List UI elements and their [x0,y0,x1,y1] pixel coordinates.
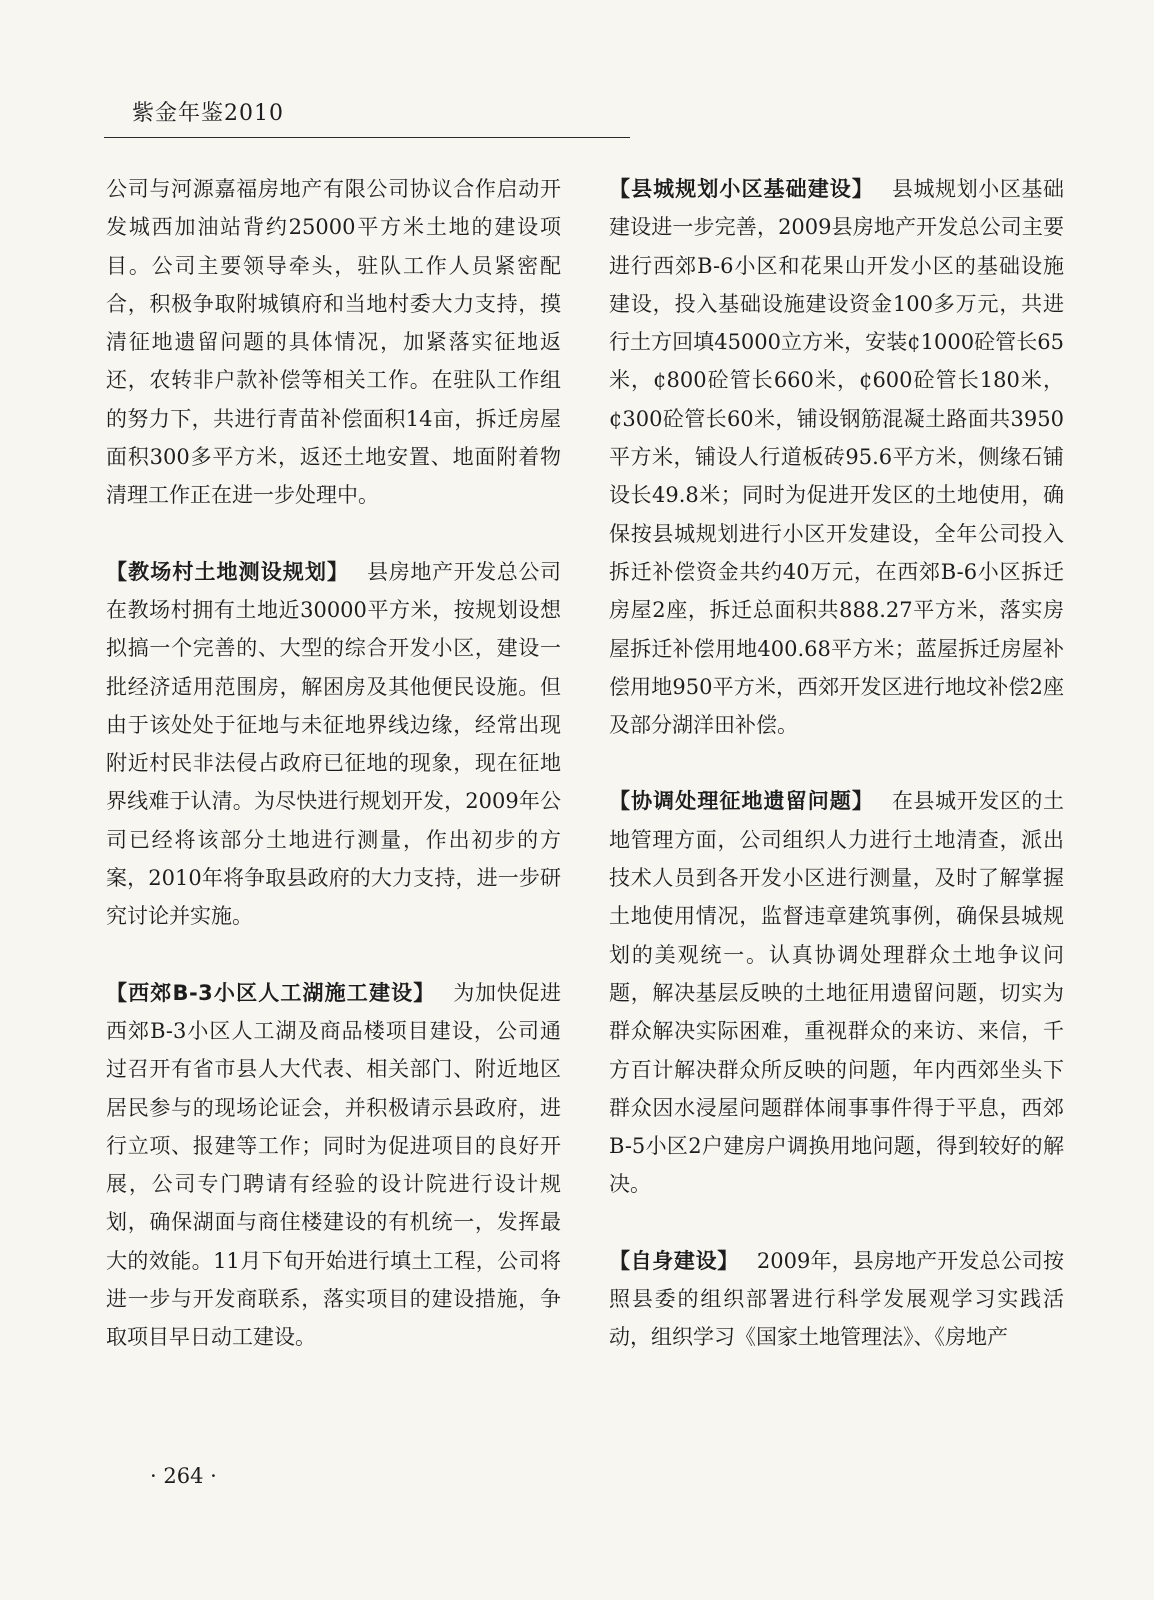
left-paragraph-2-text: 县房地产开发总公司在教场村拥有土地近30000平方米，按规划设想拟搞一个完善的、大型的综合开发小区，建设一批经济适用范围房，解困房及其他便民设施。但由于该处处于征地与未征地界线边缘，经常出现附近村民非法侵占政府已征地的现象，现在征地界线难于认清。为尽快进行规划开发，2009年公司已经将该部分土地进行测量，作出初步的方案，2010年将争取县政府的大力支持，进一步研究讨论并实施。 [106,559,562,929]
right-paragraph-3-heading: 【自身建设】 [609,1248,739,1273]
left-paragraph-2 [106,553,561,936]
header-rule [104,137,630,138]
right-paragraph-1-heading: 【县城规划小区基础建设】 [609,177,874,201]
left-paragraph-3 [106,974,561,1357]
left-column [106,170,561,1357]
left-paragraph-3-heading: 【西郊B-3小区人工湖施工建设】 [106,980,436,1005]
right-paragraph-1 [609,170,1064,744]
right-paragraph-3-text: 2009年，县房地产开发总公司按照县委的组织部署进行科学发展观学习实践活动，组织学习《国家土地管理法》、《房地产 [609,1248,1064,1350]
right-paragraph-2-heading: 【协调处理征地遗留问题】 [609,789,874,814]
left-paragraph-1 [106,170,561,515]
right-column [609,170,1064,1357]
right-paragraph-2 [609,782,1064,1203]
running-header: 紫金年鉴2010 [132,101,284,126]
left-paragraph-3-text: 为加快促进西郊B-3小区人工湖及商品楼项目建设，公司通过召开有省市县人大代表、相关部门、附近地区居民参与的现场论证会，并积极请示县政府，进行立项、报建等工作；同时为促进项目的良好开展，公司专门聘请有经验的设计院进行设计规划，确保湖面与商住楼建设的有机统一，发挥最大的效能。11月下旬开始进行填土工程，公司将进一步与开发商联系，落实项目的建设措施，争取项目早日动工建设。 [106,980,561,1350]
right-paragraph-3 [609,1242,1064,1357]
left-paragraph-2-heading: 【教场村土地测设规划】 [106,559,350,584]
left-paragraph-1-text: 公司与河源嘉福房地产有限公司协议合作启动开发城西加油站背约25000平方米土地的建设项目。公司主要领导牵头，驻队工作人员紧密配合，积极争取附城镇府和当地村委大力支持，摸清征地遗留问题的具体情况，加紧落实征地返还，农转非户款补偿等相关工作。在驻队工作组的努力下，共进行青苗补偿面积14亩，拆迁房屋面积300多平方米，返还土地安置、地面附着物清理工作正在进一步处理中。 [106,177,561,508]
right-paragraph-1-text: 县城规划小区基础建设进一步完善，2009县房地产开发总公司主要进行西郊B-6小区和花果山开发小区的基础设施建设，投入基础设施建设资金100多万元，共进行土方回填45000立方米，安装¢1000砼管长65米，¢800砼管长660米，¢600砼管长180米，¢300砼管长60米，铺设钢筋混凝土路面共3950平方米，铺设人行道板砖95.6平方米，侧缘石铺设长49.8米；同时为促进开发区的土地使用，确保按县城规划进行小区开发建设，全年公司投入拆迁补偿资金共约40万元，在西郊B-6小区拆迁房屋2座，拆迁总面积共888.27平方米，落实房屋拆迁补偿用地400.68平方米；蓝屋拆迁房屋补偿用地950平方米，西郊开发区进行地坟补偿2座及部分湖洋田补偿。 [609,177,1065,738]
page-number: · 264 · [150,1464,217,1488]
right-paragraph-2-text: 在县城开发区的土地管理方面，公司组织人力进行土地清查，派出技术人员到各开发小区进行测量，及时了解掌握土地使用情况，监督违章建筑事例，确保县城规划的美观统一。认真协调处理群众土地争议问题，解决基层反映的土地征用遗留问题，切实为群众解决实际困难，重视群众的来访、来信，千方百计解决群众所反映的问题，年内西郊坐头下群众因水浸屋问题群体闹事事件得于平息，西郊B-5小区2户建房户调换用地问题，得到较好的解决。 [609,789,1065,1197]
